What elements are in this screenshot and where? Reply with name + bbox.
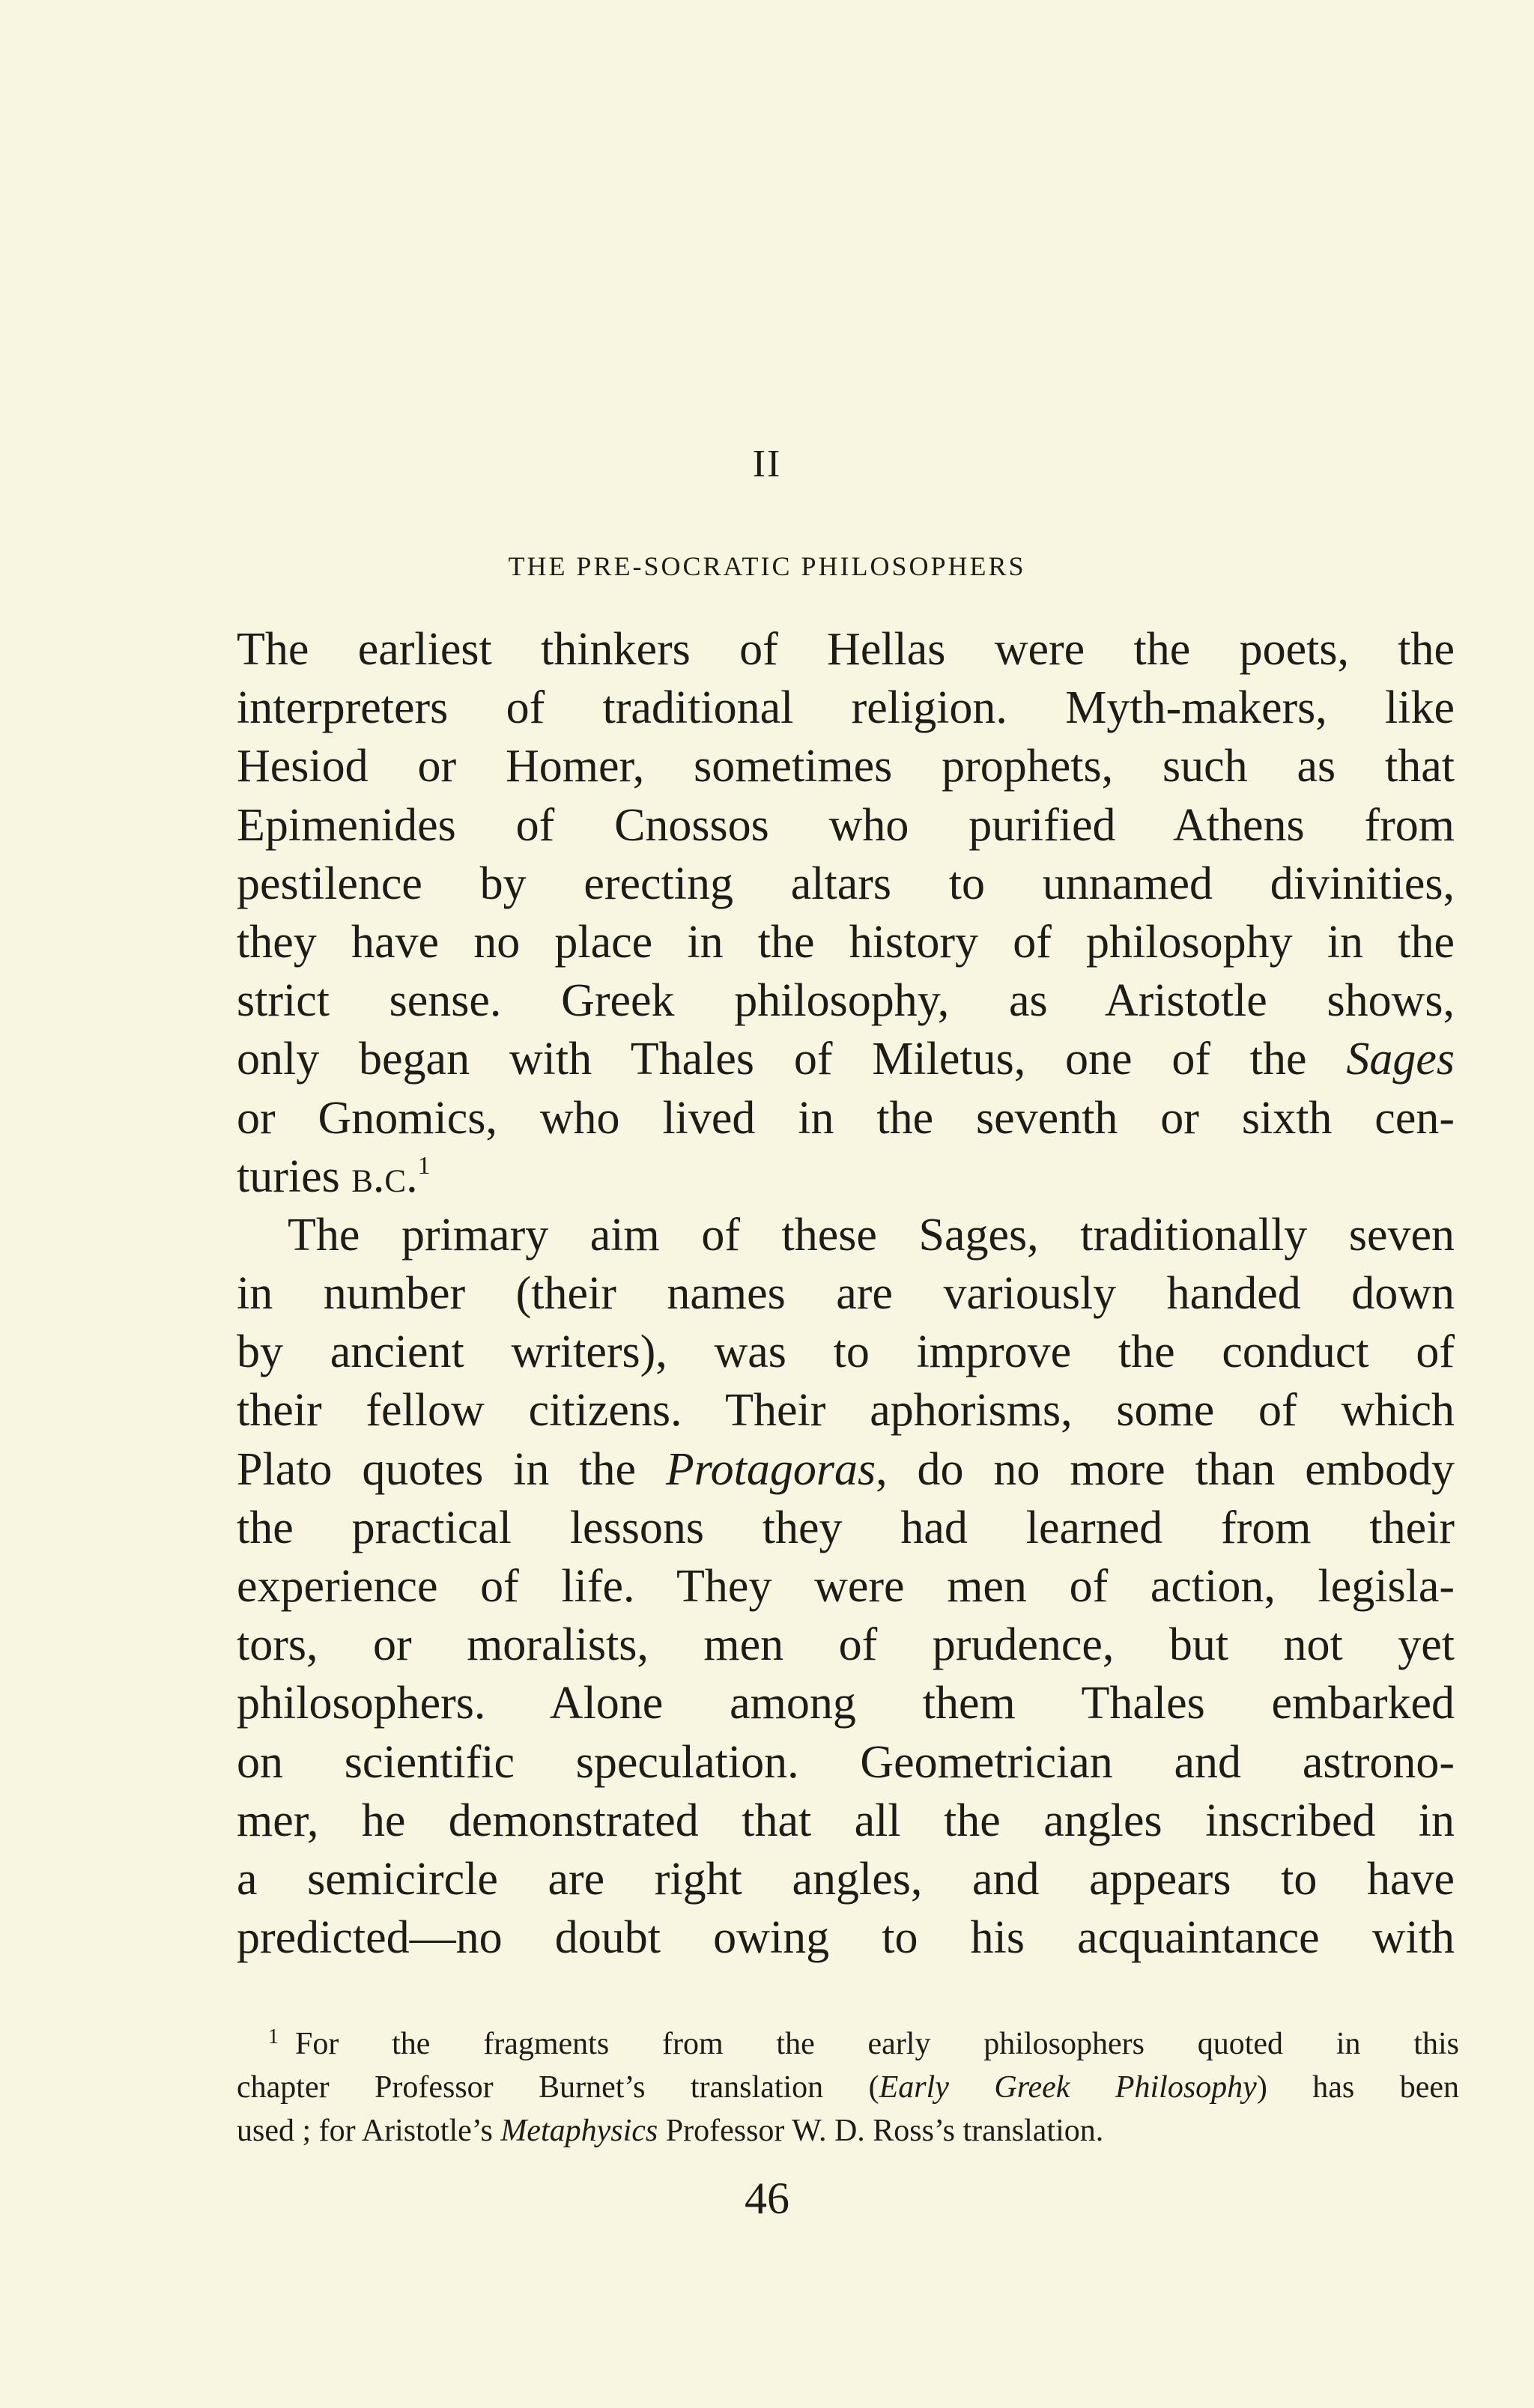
text-line: by ancient writers), was to improve the conduct of xyxy=(237,1326,1455,1378)
line-text: earliest thinkers of Hellas were the poets, the xyxy=(309,624,1455,675)
italic-term: Sages xyxy=(1346,1034,1455,1085)
text-line: they have no place in the history of philosophy in the xyxy=(237,916,1455,968)
text-line: their fellow citizens. Their aphorisms, some of which xyxy=(237,1385,1455,1437)
text-line: in number (their names are variously handed down xyxy=(237,1268,1455,1320)
era-abbreviation: b.c. xyxy=(351,1150,418,1202)
text-line: or Gnomics, who lived in the seventh or sixth cen- xyxy=(237,1092,1455,1144)
footnote-line xyxy=(237,2066,1459,2109)
text-line: pestilence by erecting altars to unnamed divinities, xyxy=(237,858,1455,909)
footnote-text: For the fragments from the early philosophers quoted in this xyxy=(295,2027,1459,2061)
italic-title: Early Greek Philosophy xyxy=(879,2070,1257,2105)
line-text: only began with Thales of Miletus, one of the xyxy=(237,1034,1347,1085)
text-line: The primary aim of these Sages, traditionally seven xyxy=(288,1209,1455,1261)
footnote-text: ) has been xyxy=(1256,2070,1459,2105)
footnote-text: Professor W. D. Ross’s translation. xyxy=(658,2114,1104,2148)
footnote-text: chapter Professor Burnet’s translation ( xyxy=(237,2070,879,2105)
footnote xyxy=(237,2022,1459,2153)
text-line: on scientific speculation. Geometrician and astrono- xyxy=(237,1736,1455,1788)
text-line: philosophers. Alone among them Thales embarked xyxy=(237,1678,1455,1729)
page-number: 46 xyxy=(745,2174,789,2223)
text-line: a semicircle are right angles, and appears to have xyxy=(237,1853,1455,1905)
line-text: , do no more than embody xyxy=(876,1443,1455,1495)
line-text: turies xyxy=(237,1150,352,1202)
text-line xyxy=(237,1030,1455,1088)
footnote-marker: 1 xyxy=(268,2025,279,2048)
text-line: interpreters of traditional religion. Myth-makers, like xyxy=(237,682,1455,734)
text-line: tors, or moralists, men of prudence, but not yet xyxy=(237,1619,1455,1671)
text-line xyxy=(237,620,1455,679)
footnote-text: used ; for Aristotle’s xyxy=(237,2114,501,2148)
text-line xyxy=(237,1440,1455,1499)
line-text: Plato quotes in the xyxy=(237,1443,666,1495)
text-line: the practical lessons they had learned from their xyxy=(237,1502,1455,1553)
text-line: Hesiod or Homer, sometimes prophets, such as that xyxy=(237,741,1455,792)
chapter-number: II xyxy=(752,443,782,485)
body-text xyxy=(237,620,1455,1967)
italic-term: Protagoras xyxy=(665,1443,876,1495)
text-line: experience of life. They were men of action, legisla- xyxy=(237,1561,1455,1612)
footnote-line xyxy=(237,2022,1459,2066)
footnote-reference: 1 xyxy=(417,1151,431,1180)
text-line xyxy=(237,1147,1455,1206)
footnote-line xyxy=(237,2109,1459,2153)
text-line: Epimenides of Cnossos who purified Athens from xyxy=(237,799,1455,851)
italic-title: Metaphysics xyxy=(500,2114,658,2148)
chapter-title: THE PRE-SOCRATIC PHILOSOPHERS xyxy=(508,551,1026,581)
text-line: mer, he demonstrated that all the angles inscribed in xyxy=(237,1795,1455,1846)
text-line: strict sense. Greek philosophy, as Aristotle shows, xyxy=(237,975,1455,1027)
text-line: predicted—no doubt owing to his acquaintance with xyxy=(237,1912,1455,1964)
opening-word: The xyxy=(237,624,309,675)
